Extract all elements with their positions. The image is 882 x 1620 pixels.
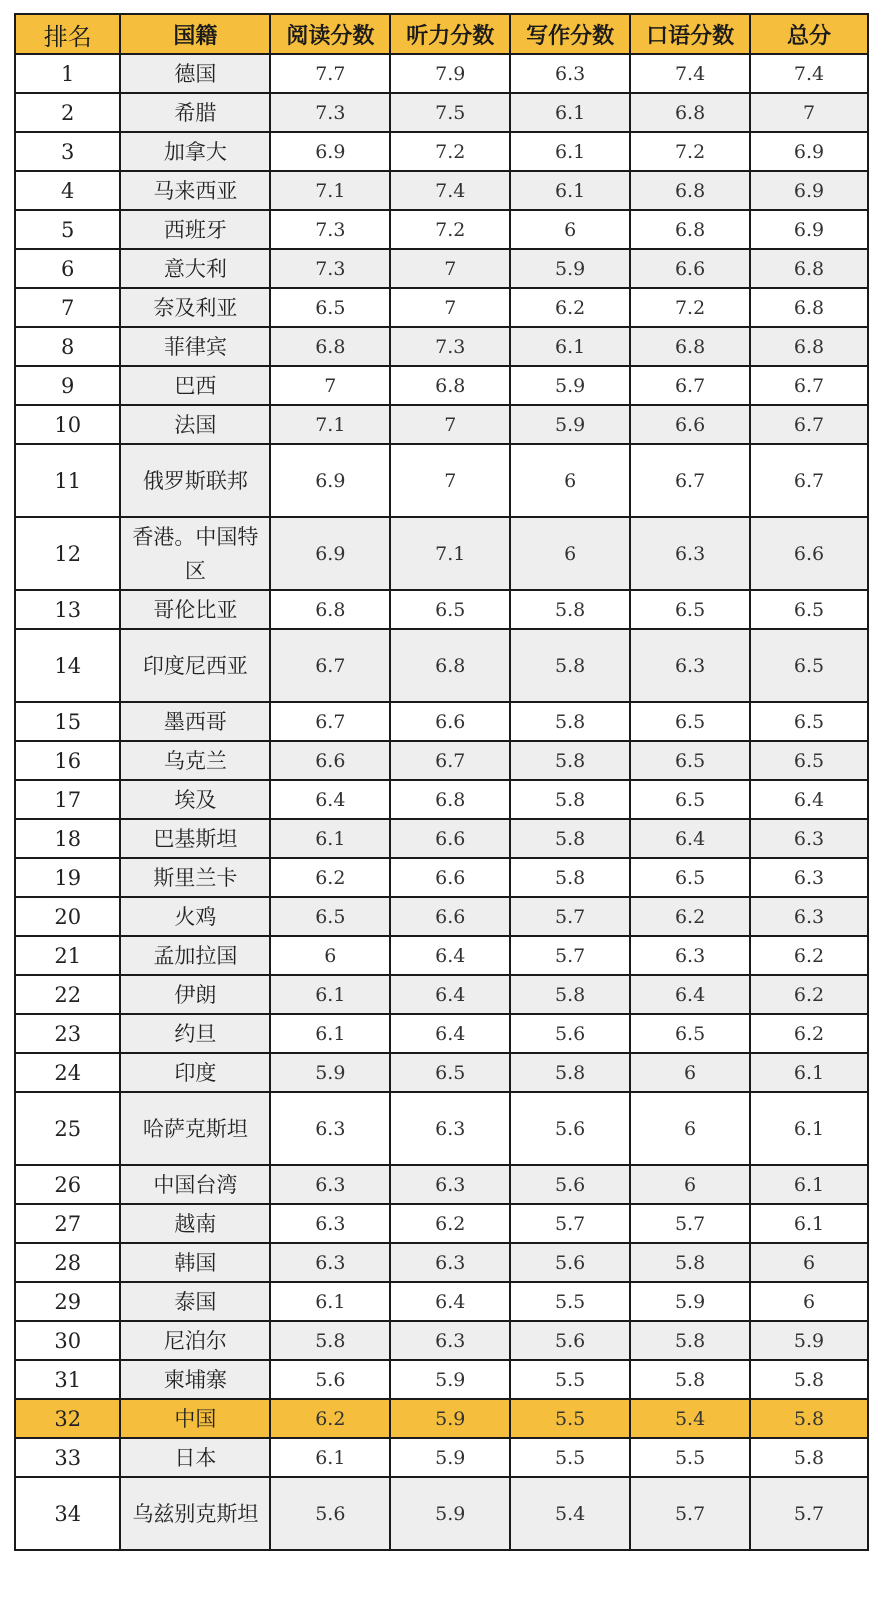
reading-score-cell: 6.4	[270, 780, 390, 819]
nationality-cell: 马来西亚	[120, 171, 270, 210]
writing-score-cell: 6	[510, 444, 630, 517]
reading-score-cell: 6.3	[270, 1204, 390, 1243]
listening-score-cell: 7	[390, 249, 510, 288]
reading-score-cell: 6.3	[270, 1165, 390, 1204]
reading-score-cell: 6.3	[270, 1092, 390, 1165]
listening-score-cell: 7.5	[390, 93, 510, 132]
table-row	[15, 702, 868, 741]
reading-score-cell: 7.3	[270, 210, 390, 249]
header-overall-score: 总分	[750, 14, 868, 54]
table-row	[15, 1243, 868, 1282]
nationality-cell: 西班牙	[120, 210, 270, 249]
rank-cell: 5	[15, 210, 120, 249]
table-row	[15, 210, 868, 249]
table-row	[15, 366, 868, 405]
nationality-cell: 法国	[120, 405, 270, 444]
reading-score-cell: 6.9	[270, 444, 390, 517]
table-row	[15, 405, 868, 444]
reading-score-cell: 6.8	[270, 327, 390, 366]
reading-score-cell: 6.1	[270, 1438, 390, 1477]
overall-score-cell: 5.8	[750, 1438, 868, 1477]
overall-score-cell: 6.5	[750, 741, 868, 780]
writing-score-cell: 5.8	[510, 819, 630, 858]
table-row	[15, 897, 868, 936]
speaking-score-cell: 6.4	[630, 975, 750, 1014]
writing-score-cell: 5.9	[510, 366, 630, 405]
rank-cell: 4	[15, 171, 120, 210]
writing-score-cell: 5.8	[510, 858, 630, 897]
reading-score-cell: 7.3	[270, 93, 390, 132]
listening-score-cell: 5.9	[390, 1477, 510, 1550]
overall-score-cell: 6.1	[750, 1204, 868, 1243]
overall-score-cell: 6.7	[750, 366, 868, 405]
nationality-cell: 哥伦比亚	[120, 590, 270, 629]
nationality-cell: 韩国	[120, 1243, 270, 1282]
nationality-cell: 日本	[120, 1438, 270, 1477]
speaking-score-cell: 7.2	[630, 132, 750, 171]
writing-score-cell: 6.3	[510, 54, 630, 93]
nationality-cell: 德国	[120, 54, 270, 93]
table-row	[15, 1165, 868, 1204]
rank-cell: 8	[15, 327, 120, 366]
rank-cell: 26	[15, 1165, 120, 1204]
speaking-score-cell: 6.2	[630, 897, 750, 936]
listening-score-cell: 6.5	[390, 590, 510, 629]
reading-score-cell: 6.9	[270, 132, 390, 171]
overall-score-cell: 6.3	[750, 858, 868, 897]
rank-cell: 23	[15, 1014, 120, 1053]
nationality-cell: 印度尼西亚	[120, 629, 270, 702]
rank-cell: 12	[15, 517, 120, 590]
writing-score-cell: 6.1	[510, 93, 630, 132]
header-speaking-score: 口语分数	[630, 14, 750, 54]
nationality-cell: 巴基斯坦	[120, 819, 270, 858]
table-row	[15, 1282, 868, 1321]
rank-cell: 24	[15, 1053, 120, 1092]
header-writing-score: 写作分数	[510, 14, 630, 54]
speaking-score-cell: 5.4	[630, 1399, 750, 1438]
writing-score-cell: 5.6	[510, 1321, 630, 1360]
rank-cell: 29	[15, 1282, 120, 1321]
writing-score-cell: 5.8	[510, 741, 630, 780]
listening-score-cell: 6.3	[390, 1092, 510, 1165]
speaking-score-cell: 6.5	[630, 780, 750, 819]
listening-score-cell: 6.6	[390, 819, 510, 858]
speaking-score-cell: 6.8	[630, 171, 750, 210]
listening-score-cell: 7	[390, 288, 510, 327]
listening-score-cell: 5.9	[390, 1438, 510, 1477]
overall-score-cell: 5.8	[750, 1399, 868, 1438]
overall-score-cell: 6.1	[750, 1092, 868, 1165]
writing-score-cell: 6	[510, 210, 630, 249]
writing-score-cell: 5.9	[510, 249, 630, 288]
overall-score-cell: 6.9	[750, 132, 868, 171]
speaking-score-cell: 6.6	[630, 405, 750, 444]
listening-score-cell: 6.8	[390, 629, 510, 702]
speaking-score-cell: 5.9	[630, 1282, 750, 1321]
overall-score-cell: 6.2	[750, 1014, 868, 1053]
writing-score-cell: 5.8	[510, 780, 630, 819]
rank-cell: 2	[15, 93, 120, 132]
rank-cell: 1	[15, 54, 120, 93]
table-row	[15, 1321, 868, 1360]
nationality-cell: 斯里兰卡	[120, 858, 270, 897]
overall-score-cell: 6.6	[750, 517, 868, 590]
rank-cell: 14	[15, 629, 120, 702]
writing-score-cell: 5.4	[510, 1477, 630, 1550]
table-row	[15, 1053, 868, 1092]
overall-score-cell: 6.3	[750, 819, 868, 858]
listening-score-cell: 6.7	[390, 741, 510, 780]
listening-score-cell: 7	[390, 405, 510, 444]
writing-score-cell: 6.1	[510, 327, 630, 366]
reading-score-cell: 6.7	[270, 702, 390, 741]
speaking-score-cell: 6.7	[630, 366, 750, 405]
nationality-cell: 乌克兰	[120, 741, 270, 780]
speaking-score-cell: 6.8	[630, 327, 750, 366]
writing-score-cell: 5.6	[510, 1092, 630, 1165]
writing-score-cell: 5.7	[510, 1204, 630, 1243]
speaking-score-cell: 6.3	[630, 629, 750, 702]
table-row	[15, 780, 868, 819]
nationality-cell: 加拿大	[120, 132, 270, 171]
writing-score-cell: 5.5	[510, 1360, 630, 1399]
speaking-score-cell: 5.8	[630, 1243, 750, 1282]
speaking-score-cell: 5.7	[630, 1204, 750, 1243]
header-listening-score: 听力分数	[390, 14, 510, 54]
rank-cell: 16	[15, 741, 120, 780]
listening-score-cell: 6.8	[390, 366, 510, 405]
reading-score-cell: 6.1	[270, 975, 390, 1014]
overall-score-cell: 6.8	[750, 249, 868, 288]
rank-cell: 17	[15, 780, 120, 819]
listening-score-cell: 6.4	[390, 1282, 510, 1321]
reading-score-cell: 6.9	[270, 517, 390, 590]
reading-score-cell: 6.1	[270, 819, 390, 858]
nationality-cell: 埃及	[120, 780, 270, 819]
reading-score-cell: 7.1	[270, 171, 390, 210]
overall-score-cell: 6.2	[750, 936, 868, 975]
overall-score-cell: 6.1	[750, 1165, 868, 1204]
speaking-score-cell: 6.6	[630, 249, 750, 288]
speaking-score-cell: 7.2	[630, 288, 750, 327]
reading-score-cell: 6.7	[270, 629, 390, 702]
writing-score-cell: 5.5	[510, 1438, 630, 1477]
rank-cell: 15	[15, 702, 120, 741]
reading-score-cell: 6.1	[270, 1282, 390, 1321]
speaking-score-cell: 5.7	[630, 1477, 750, 1550]
speaking-score-cell: 6.5	[630, 858, 750, 897]
nationality-cell: 乌兹别克斯坦	[120, 1477, 270, 1550]
overall-score-cell: 6.8	[750, 288, 868, 327]
writing-score-cell: 5.9	[510, 405, 630, 444]
speaking-score-cell: 6.5	[630, 1014, 750, 1053]
nationality-cell: 俄罗斯联邦	[120, 444, 270, 517]
listening-score-cell: 6.4	[390, 1014, 510, 1053]
reading-score-cell: 6.6	[270, 741, 390, 780]
speaking-score-cell: 6.5	[630, 590, 750, 629]
overall-score-cell: 5.8	[750, 1360, 868, 1399]
table-row	[15, 249, 868, 288]
listening-score-cell: 6.3	[390, 1243, 510, 1282]
rank-cell: 18	[15, 819, 120, 858]
table-row	[15, 819, 868, 858]
nationality-cell: 墨西哥	[120, 702, 270, 741]
table-row	[15, 1360, 868, 1399]
rank-cell: 6	[15, 249, 120, 288]
reading-score-cell: 7.3	[270, 249, 390, 288]
listening-score-cell: 6.3	[390, 1165, 510, 1204]
listening-score-cell: 6.4	[390, 936, 510, 975]
listening-score-cell: 7.1	[390, 517, 510, 590]
rank-cell: 32	[15, 1399, 120, 1438]
listening-score-cell: 7.9	[390, 54, 510, 93]
nationality-cell: 柬埔寨	[120, 1360, 270, 1399]
listening-score-cell: 6.6	[390, 897, 510, 936]
table-row	[15, 590, 868, 629]
table-row	[15, 975, 868, 1014]
nationality-cell: 越南	[120, 1204, 270, 1243]
rank-cell: 25	[15, 1092, 120, 1165]
speaking-score-cell: 6	[630, 1165, 750, 1204]
speaking-score-cell: 6.3	[630, 936, 750, 975]
speaking-score-cell: 5.5	[630, 1438, 750, 1477]
reading-score-cell: 7.1	[270, 405, 390, 444]
overall-score-cell: 6.5	[750, 629, 868, 702]
nationality-cell: 中国台湾	[120, 1165, 270, 1204]
table-row	[15, 1204, 868, 1243]
speaking-score-cell: 5.8	[630, 1321, 750, 1360]
table-row	[15, 54, 868, 93]
writing-score-cell: 5.8	[510, 702, 630, 741]
rank-cell: 20	[15, 897, 120, 936]
nationality-cell: 火鸡	[120, 897, 270, 936]
overall-score-cell: 6.8	[750, 327, 868, 366]
reading-score-cell: 6.5	[270, 897, 390, 936]
reading-score-cell: 5.9	[270, 1053, 390, 1092]
speaking-score-cell: 6.3	[630, 517, 750, 590]
writing-score-cell: 5.5	[510, 1399, 630, 1438]
listening-score-cell: 5.9	[390, 1360, 510, 1399]
writing-score-cell: 5.8	[510, 1053, 630, 1092]
listening-score-cell: 6.3	[390, 1321, 510, 1360]
rank-cell: 21	[15, 936, 120, 975]
overall-score-cell: 6.1	[750, 1053, 868, 1092]
overall-score-cell: 5.9	[750, 1321, 868, 1360]
header-rank: 排名	[15, 14, 120, 54]
table-row	[15, 936, 868, 975]
reading-score-cell: 5.6	[270, 1360, 390, 1399]
header-reading-score: 阅读分数	[270, 14, 390, 54]
table-row	[15, 1399, 868, 1438]
listening-score-cell: 7.2	[390, 210, 510, 249]
reading-score-cell: 6	[270, 936, 390, 975]
speaking-score-cell: 6	[630, 1053, 750, 1092]
rank-cell: 22	[15, 975, 120, 1014]
overall-score-cell: 6.9	[750, 210, 868, 249]
speaking-score-cell: 6.8	[630, 93, 750, 132]
reading-score-cell: 5.6	[270, 1477, 390, 1550]
overall-score-cell: 6	[750, 1243, 868, 1282]
nationality-cell: 菲律宾	[120, 327, 270, 366]
nationality-cell: 印度	[120, 1053, 270, 1092]
table-row	[15, 132, 868, 171]
writing-score-cell: 6.2	[510, 288, 630, 327]
table-row	[15, 288, 868, 327]
writing-score-cell: 5.5	[510, 1282, 630, 1321]
reading-score-cell: 7	[270, 366, 390, 405]
nationality-cell: 尼泊尔	[120, 1321, 270, 1360]
rank-cell: 3	[15, 132, 120, 171]
nationality-cell: 约旦	[120, 1014, 270, 1053]
listening-score-cell: 6.8	[390, 780, 510, 819]
speaking-score-cell: 5.8	[630, 1360, 750, 1399]
listening-score-cell: 6.5	[390, 1053, 510, 1092]
overall-score-cell: 7	[750, 93, 868, 132]
listening-score-cell: 6.2	[390, 1204, 510, 1243]
speaking-score-cell: 7.4	[630, 54, 750, 93]
listening-score-cell: 7	[390, 444, 510, 517]
nationality-cell: 孟加拉国	[120, 936, 270, 975]
writing-score-cell: 5.8	[510, 975, 630, 1014]
overall-score-cell: 6.5	[750, 702, 868, 741]
reading-score-cell: 6.8	[270, 590, 390, 629]
reading-score-cell: 6.2	[270, 1399, 390, 1438]
reading-score-cell: 6.3	[270, 1243, 390, 1282]
table-row	[15, 1438, 868, 1477]
overall-score-cell: 5.7	[750, 1477, 868, 1550]
speaking-score-cell: 6.8	[630, 210, 750, 249]
nationality-cell: 奈及利亚	[120, 288, 270, 327]
nationality-cell: 巴西	[120, 366, 270, 405]
rank-cell: 30	[15, 1321, 120, 1360]
overall-score-cell: 6.7	[750, 405, 868, 444]
rank-cell: 27	[15, 1204, 120, 1243]
table-row	[15, 629, 868, 702]
table-row	[15, 171, 868, 210]
nationality-cell: 泰国	[120, 1282, 270, 1321]
speaking-score-cell: 6.4	[630, 819, 750, 858]
nationality-cell: 希腊	[120, 93, 270, 132]
writing-score-cell: 6.1	[510, 171, 630, 210]
rank-cell: 11	[15, 444, 120, 517]
reading-score-cell: 6.5	[270, 288, 390, 327]
listening-score-cell: 7.4	[390, 171, 510, 210]
nationality-cell: 哈萨克斯坦	[120, 1092, 270, 1165]
table-row	[15, 444, 868, 517]
rank-cell: 19	[15, 858, 120, 897]
overall-score-cell: 6.9	[750, 171, 868, 210]
rank-cell: 10	[15, 405, 120, 444]
reading-score-cell: 6.2	[270, 858, 390, 897]
rank-cell: 28	[15, 1243, 120, 1282]
table-row	[15, 1092, 868, 1165]
rank-cell: 13	[15, 590, 120, 629]
nationality-cell: 伊朗	[120, 975, 270, 1014]
speaking-score-cell: 6.5	[630, 702, 750, 741]
listening-score-cell: 6.6	[390, 858, 510, 897]
listening-score-cell: 7.3	[390, 327, 510, 366]
table-body	[15, 54, 868, 1550]
writing-score-cell: 6.1	[510, 132, 630, 171]
rank-cell: 34	[15, 1477, 120, 1550]
overall-score-cell: 6.3	[750, 897, 868, 936]
table-row	[15, 93, 868, 132]
overall-score-cell: 6.2	[750, 975, 868, 1014]
table-row	[15, 1014, 868, 1053]
table-row	[15, 741, 868, 780]
overall-score-cell: 6.7	[750, 444, 868, 517]
listening-score-cell: 6.4	[390, 975, 510, 1014]
overall-score-cell: 7.4	[750, 54, 868, 93]
writing-score-cell: 5.8	[510, 590, 630, 629]
rank-cell: 31	[15, 1360, 120, 1399]
writing-score-cell: 5.8	[510, 629, 630, 702]
table-row	[15, 1477, 868, 1550]
writing-score-cell: 5.7	[510, 936, 630, 975]
overall-score-cell: 6.5	[750, 590, 868, 629]
header-row	[15, 14, 868, 54]
writing-score-cell: 5.6	[510, 1165, 630, 1204]
writing-score-cell: 5.6	[510, 1014, 630, 1053]
reading-score-cell: 6.1	[270, 1014, 390, 1053]
listening-score-cell: 6.6	[390, 702, 510, 741]
reading-score-cell: 7.7	[270, 54, 390, 93]
rank-cell: 9	[15, 366, 120, 405]
reading-score-cell: 5.8	[270, 1321, 390, 1360]
speaking-score-cell: 6.7	[630, 444, 750, 517]
header-nationality: 国籍	[120, 14, 270, 54]
nationality-cell: 中国	[120, 1399, 270, 1438]
speaking-score-cell: 6.5	[630, 741, 750, 780]
nationality-cell: 香港。中国特区	[120, 517, 270, 590]
nationality-cell: 意大利	[120, 249, 270, 288]
table-row	[15, 517, 868, 590]
writing-score-cell: 6	[510, 517, 630, 590]
writing-score-cell: 5.6	[510, 1243, 630, 1282]
writing-score-cell: 5.7	[510, 897, 630, 936]
table-row	[15, 858, 868, 897]
overall-score-cell: 6	[750, 1282, 868, 1321]
listening-score-cell: 7.2	[390, 132, 510, 171]
overall-score-cell: 6.4	[750, 780, 868, 819]
rank-cell: 33	[15, 1438, 120, 1477]
listening-score-cell: 5.9	[390, 1399, 510, 1438]
rank-cell: 7	[15, 288, 120, 327]
speaking-score-cell: 6	[630, 1092, 750, 1165]
table-row	[15, 327, 868, 366]
ielts-score-ranking-table	[14, 13, 869, 1551]
